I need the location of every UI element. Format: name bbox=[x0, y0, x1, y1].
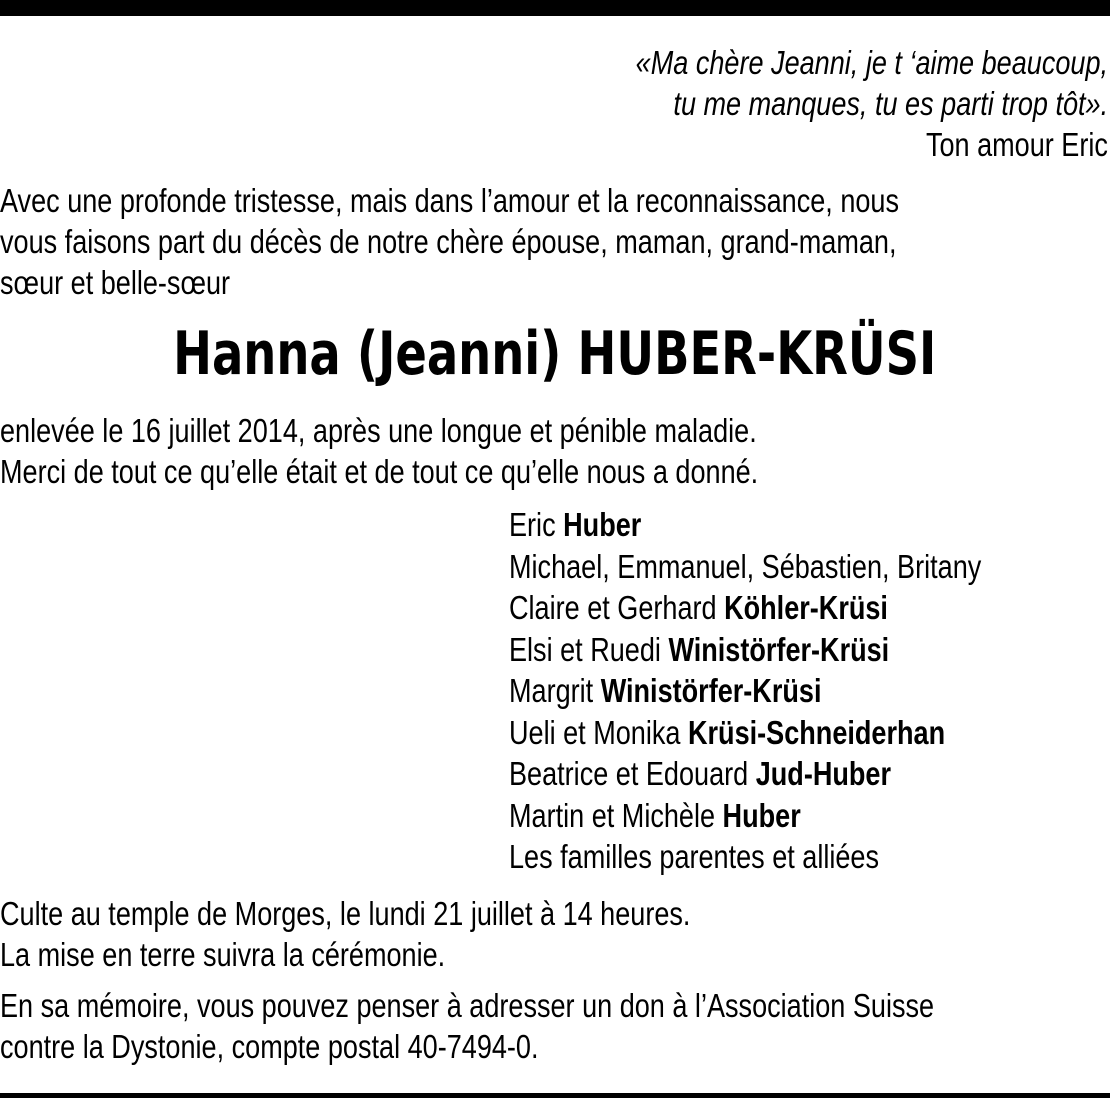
family-given-names: Martin et Michèle bbox=[509, 796, 723, 834]
family-member bbox=[509, 712, 1085, 754]
family-surname: Winistörfer-Krüsi bbox=[600, 672, 822, 709]
quote-line-1: «Ma chère Jeanni, je t ‘aime beaucoup, bbox=[635, 44, 1108, 81]
top-border-rule bbox=[0, 0, 1110, 16]
service-line-2: La mise en terre suivra la cérémonie. bbox=[0, 936, 446, 973]
death-notice-line-2: Merci de tout ce qu’elle était et de tout ce qu’elle nous a donné. bbox=[0, 453, 759, 490]
family-member bbox=[509, 836, 1085, 878]
family-given-names: Elsi et Ruedi bbox=[509, 630, 669, 668]
family-surname: Huber bbox=[563, 506, 642, 543]
bottom-border-rule bbox=[0, 1093, 1110, 1098]
service-paragraph bbox=[0, 893, 1110, 975]
deceased-name-heading bbox=[0, 318, 1110, 390]
dedication-quote bbox=[532, 42, 1108, 165]
family-surname: Huber bbox=[722, 796, 801, 834]
donation-paragraph bbox=[0, 985, 1110, 1067]
family-given-names: Ueli et Monika bbox=[509, 713, 688, 751]
quote-line-2: tu me manques, tu es parti trop tôt». bbox=[673, 85, 1108, 122]
family-member bbox=[509, 546, 1085, 588]
family-surname: Jud-Huber bbox=[755, 755, 892, 792]
family-member bbox=[509, 587, 1085, 629]
family-member bbox=[509, 504, 1085, 546]
service-line-1: Culte au temple de Morges, le lundi 21 juillet à 14 heures. bbox=[0, 895, 691, 932]
intro-line-1: Avec une profonde tristesse, mais dans l’amour et la reconnaissance, nous bbox=[0, 182, 900, 219]
family-member bbox=[509, 795, 1085, 837]
family-given-names: Claire et Gerhard bbox=[509, 589, 725, 626]
intro-line-3: sœur et belle-sœur bbox=[0, 264, 231, 301]
family-given-names: Margrit bbox=[509, 672, 601, 709]
intro-line-2: vous faisons part du décès de notre chère épouse, maman, grand-maman, bbox=[0, 223, 897, 260]
donation-line-2: contre la Dystonie, compte postal 40-7494-0. bbox=[0, 1028, 539, 1065]
intro-paragraph bbox=[0, 180, 1110, 303]
family-given-names: Beatrice et Edouard bbox=[509, 755, 756, 792]
donation-line-1: En sa mémoire, vous pouvez penser à adresser un don à l’Association Suisse bbox=[0, 987, 935, 1024]
deceased-name: Hanna (Jeanni) HUBER-KRÜSI bbox=[173, 319, 937, 389]
quote-signature: Ton amour Eric bbox=[926, 126, 1108, 163]
family-given-names: Les familles parentes et alliées bbox=[509, 838, 880, 875]
family-given-names: Michael, Emmanuel, Sébastien, Britany bbox=[509, 547, 982, 585]
family-given-names: Eric bbox=[509, 506, 564, 543]
death-notice-paragraph bbox=[0, 410, 1110, 492]
family-surname: Krüsi-Schneiderhan bbox=[687, 713, 946, 751]
family-member bbox=[509, 753, 1085, 795]
family-surname: Köhler-Krüsi bbox=[724, 589, 888, 626]
family-surname: Winistörfer-Krüsi bbox=[668, 630, 890, 668]
family-member bbox=[509, 629, 1085, 671]
family-list bbox=[509, 504, 1085, 878]
family-member bbox=[509, 670, 1085, 712]
death-notice-line-1: enlevée le 16 juillet 2014, après une longue et pénible maladie. bbox=[0, 412, 757, 449]
